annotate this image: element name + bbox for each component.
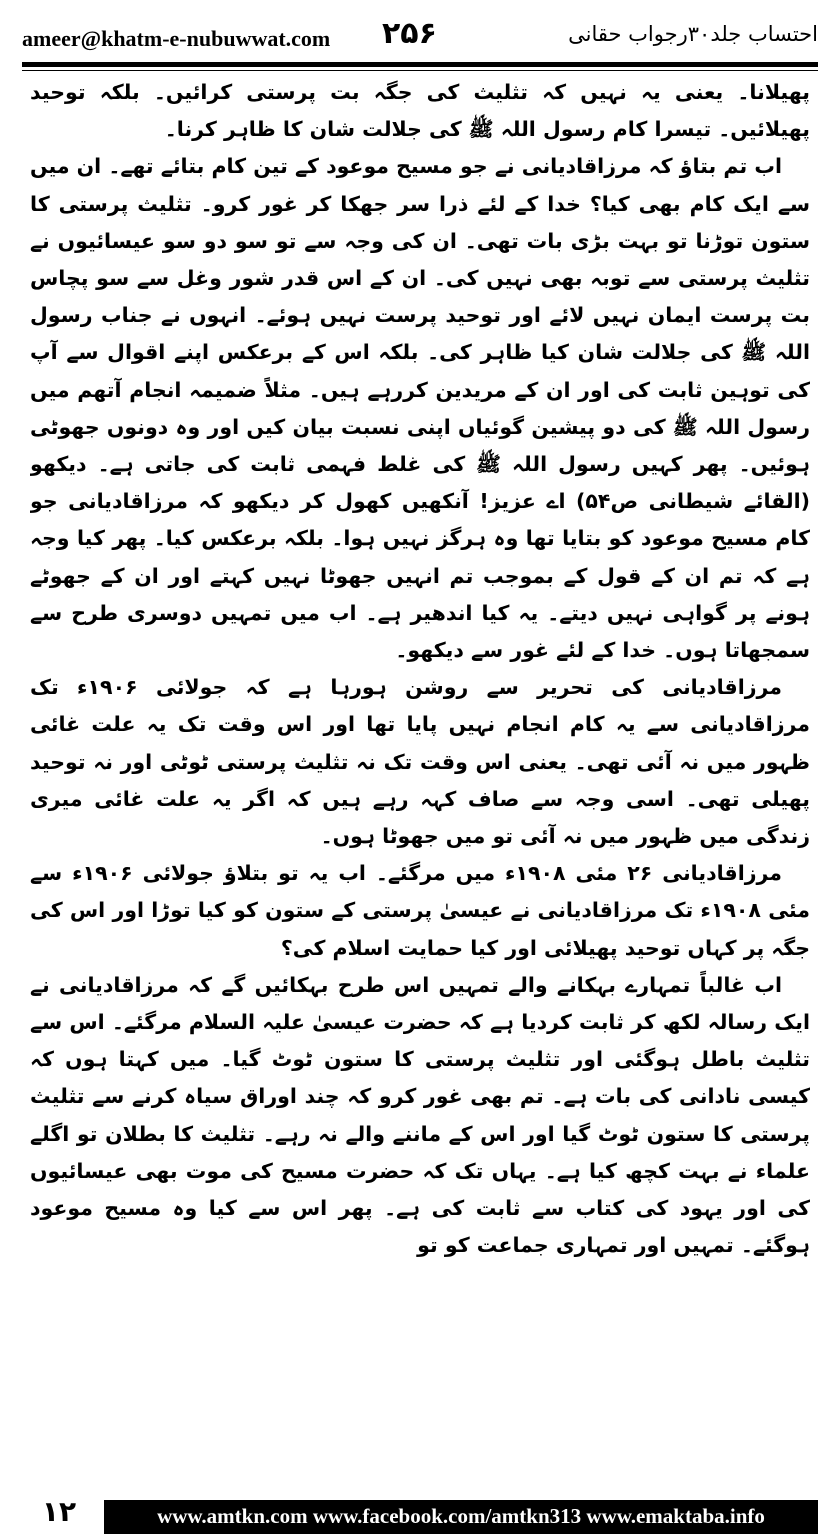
page-footer: [22, 1494, 818, 1534]
paragraph-3: مرزاقادیانی کی تحریر سے روشن ہورہا ہے کہ جولائی ۱۹۰۶ء تک مرزاقادیانی سے یہ کام انجام نہیں پایا تھا اور اس وقت تک یہ علت غائی ظہور میں نہ آئی تھی۔ یعنی اس وقت تک نہ تثلیث پرستی ٹوٹی اور نہ توحید پھیلی تھی۔ اسی وجہ سے صاف کہہ رہے ہیں کہ اگر یہ علت غائی میری زندگی میں ظہور میں نہ آئی تو میں جھوٹا ہوں۔: [30, 675, 810, 849]
header-email: ameer@khatm-e-nubuwwat.com: [22, 26, 331, 51]
footer-page-number: ۱۲: [41, 1495, 77, 1528]
paragraph-5: اب غالباً تمہارے بہکانے والے تمہیں اس طرح بہکائیں گے کہ مرزاقادیانی نے ایک رسالہ لکھ کر ثابت کردیا ہے کہ حضرت عیسیٰ علیہ السلام مرگئے۔ اس سے تثلیث باطل ہوگئی اور تثلیث پرستی کا ستون ٹوٹ گیا۔ میں کہتا ہوں کہ کیسی نادانی کی بات ہے۔ تم بھی غور کرو کہ چند اوراق سیاہ کرنے سے تثلیث پرستی کا ستون ٹوٹ گیا اور اس کے ماننے والے نہ رہے۔ تثلیث کا بطلان تو اگلے علماء نے بہت کچھ کیا ہے۔ یہاں تک کہ حضرت مسیح کی موت بھی عیسائیوں کی اور یہود کی کتاب سے ثابت کی ہے۔ پھر اس سے کیا وہ مسیح موعود ہوگئے۔ تمہیں اور تمہاری جماعت کو تو: [30, 972, 810, 1258]
header-page-number: ۲۵۶: [382, 16, 437, 51]
paragraph-4: مرزاقادیانی ۲۶ مئی ۱۹۰۸ء میں مرگئے۔ اب یہ تو بتلاؤ جولائی ۱۹۰۶ء سے مئی ۱۹۰۸ء تک مرزاقادیانی نے عیسیٰ پرستی کے ستون کو کیا توڑا اور اس کی جگہ پر کہاں توحید پھیلائی اور کیا حمایت اسلام کی؟: [30, 861, 810, 960]
footer-url-bar: [104, 1500, 818, 1534]
header-rule-thin: [22, 70, 818, 71]
body-text: [30, 74, 810, 1482]
header-rule-thick: [22, 62, 818, 67]
paragraph-1: پھیلانا۔ یعنی یہ نہیں کہ تثلیث کی جگہ بت پرستی کرائیں۔ بلکہ توحید پھیلائیں۔ تیسرا کام رسول اللہ ﷺ کی جلالت شان کا ظاہر کرنا۔: [30, 80, 810, 142]
page-header: [22, 14, 818, 64]
header-book-title: احتساب جلد۳۰رجواب حقانی: [568, 22, 818, 46]
footer-urls: www.amtkn.com www.facebook.com/amtkn313 www.emaktaba.info: [157, 1504, 765, 1528]
paragraph-2: اب تم بتاؤ کہ مرزاقادیانی نے جو مسیح موعود کے تین کام بتائے تھے۔ ان میں سے ایک کام بھی کیا؟ خدا کے لئے ذرا سر جھکا کر غور کرو۔ تثلیث پرستی کا ستون توڑنا تو بہت بڑی بات تھی۔ ان کی وجہ سے تو سو دو سو عیسائیوں نے تثلیث پرستی سے توبہ بھی نہیں کی۔ ان کے اس قدر شور وغل سے سو پچاس بت پرست ایمان نہیں لائے اور توحید پرست نہیں ہوئے۔ انہوں نے جناب رسول اللہ ﷺ کی جلالت شان کیا ظاہر کی۔ بلکہ اس کے برعکس اپنے اقوال سے آپ کی توہین ثابت کی اور ان کے مریدین کررہے ہیں۔ مثلاً ضمیمہ انجام آتھم میں رسول اللہ ﷺ کی دو پیشین گوئیاں اپنی نسبت بیان کیں اور وہ دونوں جھوٹی ہوئیں۔ پھر کہیں رسول اللہ ﷺ کی غلط فہمی ثابت کی جاتی ہے۔ دیکھو (القائے شیطانی ص۵۴) اے عزیز! آنکھیں کھول کر دیکھو کہ مرزاقادیانی جو کام مسیح موعود کو بتایا تھا وہ ہرگز نہیں ہوا۔ بلکہ برعکس کیا۔ پھر کیا وجہ ہے کہ تم ان کے قول کے بموجب تم انہیں جھوٹا نہیں کہتے اور ان کے جھوٹے ہونے پر گواہی نہیں دیتے۔ یہ کیا اندھیر ہے۔ اب میں تمہیں دوسری طرح سے سمجھاتا ہوں۔ خدا کے لئے غور سے دیکھو۔: [30, 154, 810, 663]
